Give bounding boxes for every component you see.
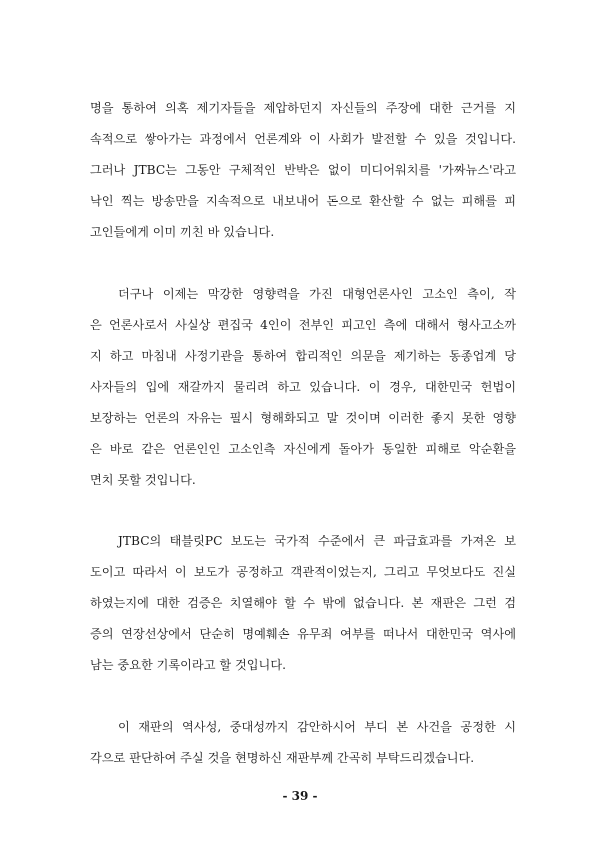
paragraph-3-line-1: JTBC의 태블릿PC 보도는 국가적 수준에서 큰 파급효과를 가져온 보 — [118, 534, 516, 548]
paragraph-2-line-5: 보장하는 언론의 자유는 필시 형해화되고 말 것이며 이러한 좋지 못한 영향 — [90, 411, 516, 425]
paragraph-2-line-3: 지 하고 마침내 사정기관을 통하여 합리적인 의문을 제기하는 동종업계 당 — [90, 349, 516, 363]
paragraph-4-line-1: 이 재판의 역사성, 중대성까지 감안하시어 부디 본 사건을 공정한 시 — [118, 720, 516, 734]
paragraph-2-line-7: 면치 못할 것입니다. — [90, 473, 196, 487]
paragraph-1-line-5: 고인들에게 이미 끼친 바 있습니다. — [90, 225, 275, 239]
paragraph-1-line-1: 명을 통하여 의혹 제기자들을 제압하던지 자신들의 주장에 대한 근거를 지 — [90, 101, 516, 115]
paragraph-2-line-2: 은 언론사로서 사실상 편집국 4인이 전부인 피고인 측에 대해서 형사고소까 — [90, 318, 516, 332]
paragraph-1-line-3: 그러나 JTBC는 그동안 구체적인 반박은 없이 미디어워치를 '가짜뉴스'라고 — [90, 163, 516, 177]
paragraph-3-line-5: 남는 중요한 기록이라고 할 것입니다. — [90, 658, 286, 672]
page-number: - 39 - — [282, 789, 318, 803]
paragraph-2-line-4: 사자들의 입에 재갈까지 물리려 하고 있습니다. 이 경우, 대한민국 헌법이 — [90, 380, 516, 394]
paragraph-2-line-6: 은 바로 같은 언론인인 고소인측 자신에게 돌아가 동일한 피해로 악순환을 — [90, 442, 516, 456]
paragraph-4-line-2: 각으로 판단하여 주실 것을 현명하신 재판부께 간곡히 부탁드리겠습니다. — [90, 751, 475, 765]
paragraph-3-line-3: 하였는지에 대한 검증은 치열해야 할 수 밖에 없습니다. 본 재판은 그런 검 — [90, 596, 516, 610]
paragraph-2-line-1: 더구나 이제는 막강한 영향력을 가진 대형언론사인 고소인 측이, 작 — [118, 287, 516, 301]
paragraph-1-line-4: 낙인 찍는 방송만을 지속적으로 내보내어 돈으로 환산할 수 없는 피해를 피 — [90, 194, 516, 208]
paragraph-3-line-4: 증의 연장선상에서 단순히 명예훼손 유무죄 여부를 떠나서 대한민국 역사에 — [90, 627, 516, 641]
paragraph-1-line-2: 속적으로 쌓아가는 과정에서 언론계와 이 사회가 발전할 수 있을 것입니다. — [90, 132, 516, 146]
paragraph-3-line-2: 도이고 따라서 이 보도가 공정하고 객관적이었는지, 그리고 무엇보다도 진실 — [90, 565, 516, 579]
